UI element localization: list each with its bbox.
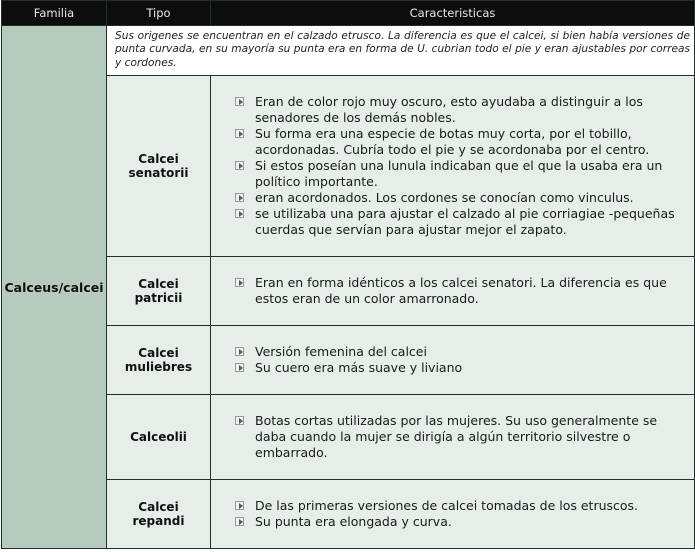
tipo-cell: Calcei muliebres (107, 326, 211, 395)
list-item: Su cuero era más suave y liviano (235, 360, 686, 376)
list-item: Si estos poseían una lunula indicaban que el que la usaba era un político importante. (235, 158, 686, 190)
bullet-list (235, 344, 686, 376)
tipo-cell: Calcei senatorii (107, 76, 211, 257)
header-familia: Familia (2, 1, 107, 26)
bullet-list (235, 94, 686, 238)
calzado-table (1, 0, 695, 549)
caracteristicas-cell (211, 480, 695, 549)
caracteristicas-cell (211, 257, 695, 326)
list-item: Botas cortas utilizadas por las mujeres. Su uso generalmente se daba cuando la mujer se dirigía a algún territorio silvestre o embarrado. (235, 413, 686, 461)
arrow-bullet-icon (235, 347, 244, 356)
header-tipo: Tipo (107, 1, 211, 26)
caracteristicas-cell (211, 395, 695, 480)
list-item: Eran en forma idénticos a los calcei senatori. La diferencia es que estos eran de un color amarronado. (235, 275, 686, 307)
list-item: se utilizaba una para ajustar el calzado al pie corriagiae -pequeñas cuerdas que servían para ajustar mejor el zapato. (235, 206, 686, 238)
caracteristicas-cell (211, 326, 695, 395)
tipo-cell: Calceolii (107, 395, 211, 480)
arrow-bullet-icon (235, 278, 244, 287)
arrow-bullet-icon (235, 193, 244, 202)
list-item: Su punta era elongada y curva. (235, 514, 686, 530)
header-row (2, 1, 695, 26)
arrow-bullet-icon (235, 97, 244, 106)
list-item: De las primeras versiones de calcei tomadas de los etruscos. (235, 498, 686, 514)
arrow-bullet-icon (235, 363, 244, 372)
list-item: Eran de color rojo muy oscuro, esto ayudaba a distinguir a los senadores de los demás nobles. (235, 94, 686, 126)
list-item: eran acordonados. Los cordones se conocían como vinculus. (235, 190, 686, 206)
caracteristicas-cell (211, 76, 695, 257)
arrow-bullet-icon (235, 209, 244, 218)
arrow-bullet-icon (235, 161, 244, 170)
bullet-list (235, 498, 686, 530)
bullet-list (235, 413, 686, 461)
tipo-cell: Calcei patricii (107, 257, 211, 326)
header-caracteristicas: Caracteristicas (211, 1, 695, 26)
bullet-list (235, 275, 686, 307)
arrow-bullet-icon (235, 416, 244, 425)
arrow-bullet-icon (235, 129, 244, 138)
list-item: Su forma era una especie de botas muy corta, por el tobillo, acordonadas. Cubría todo el pie y se acordonaba por el centro. (235, 126, 686, 158)
intro-text: Sus origenes se encuentran en el calzado etrusco. La diferencia es que el calcei, si bien había versiones de punta curvada, en su mayoría su punta era en forma de U. cubrian todo el pie y eran ajustables por correas y cordones. (107, 26, 695, 76)
familia-cell: Calceus/calcei (2, 26, 107, 549)
tipo-cell: Calcei repandi (107, 480, 211, 549)
arrow-bullet-icon (235, 501, 244, 510)
arrow-bullet-icon (235, 517, 244, 526)
intro-row (2, 26, 695, 76)
list-item: Versión femenina del calcei (235, 344, 686, 360)
